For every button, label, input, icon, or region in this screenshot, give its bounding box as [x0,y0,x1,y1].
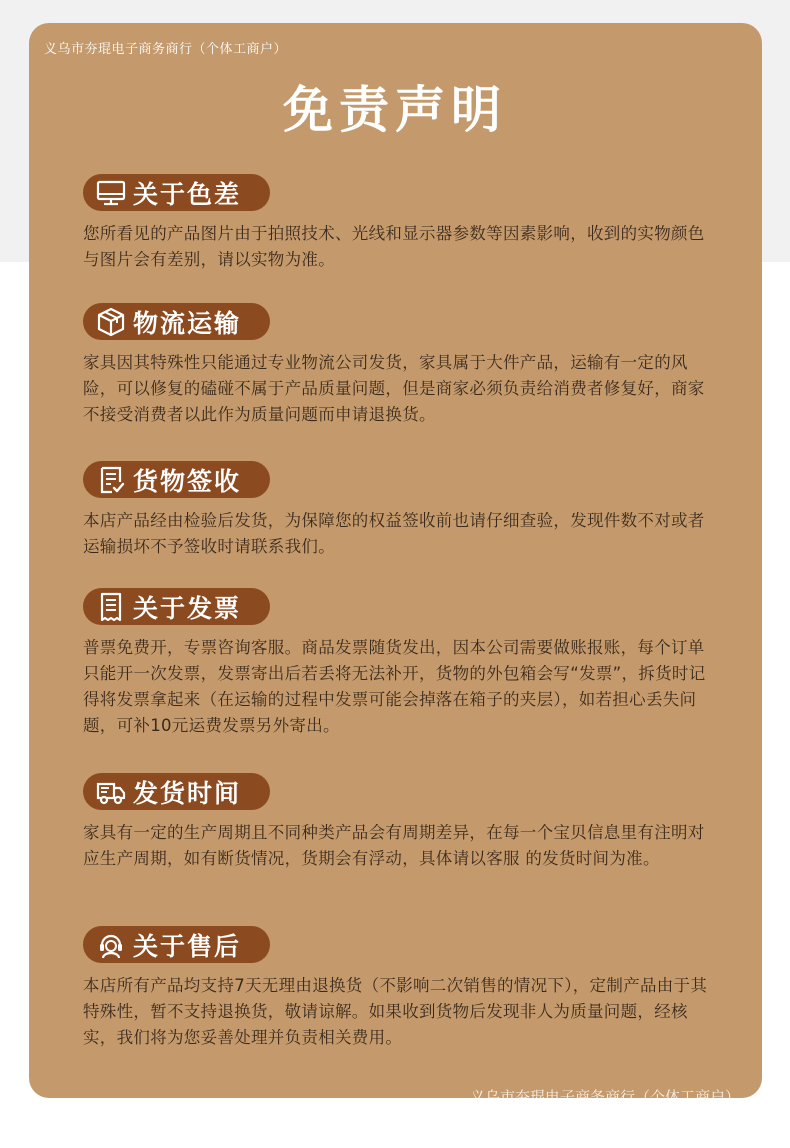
receipt-icon [95,591,127,623]
section-body: 本店所有产品均支持7天无理由退换货（不影响二次销售的情况下），定制产品由于其特殊性，暂不支持退换货，敬请谅解。如果收到货物后发现非人为质量问题，经核实，我们将为您妥善处理并负责相关费用。 [83,975,708,1047]
section-heading-pill [83,303,270,340]
box-icon [95,306,127,338]
section-heading-pill [83,174,270,211]
section-body: 家具因其特殊性只能通过专业物流公司发货，家具属于大件产品，运输有一定的风险，可以修复的磕碰不属于产品质量问题，但是商家必须负责给消费者修复好，商家不接受消费者以此作为质量问题而申请退换货。 [83,352,705,424]
section-heading-pill [83,926,270,963]
section-heading-pill [83,588,270,625]
section-title: 关于售后 [133,931,242,961]
section-body: 家具有一定的生产周期且不同种类产品会有周期差异，在每一个宝贝信息里有注明对应生产周期，如有断货情况，货期会有浮动，具体请以客服 的发货时间为准。 [83,822,705,868]
section-invoice [83,588,713,739]
section-title: 发货时间 [133,778,242,808]
document-check-icon [95,464,127,496]
section-color-difference [83,174,713,273]
shop-name-header: 义乌市夯琨电子商务商行（个体工商户） [44,42,288,57]
section-title: 物流运输 [133,308,242,338]
section-title: 货物签收 [133,466,242,496]
shop-name-footer: 义乌市夯琨电子商务商行（个体工商户） [469,1088,740,1106]
section-receipt-of-goods [83,461,713,560]
delivery-truck-icon [95,776,127,808]
section-heading-pill [83,461,270,498]
monitor-icon [95,177,127,209]
section-heading-pill [83,773,270,810]
section-after-sales [83,926,713,1051]
section-body: 普票免费开，专票咨询客服。商品发票随货发出，因本公司需要做账报账，每个订单只能开一次发票，发票寄出后若丢将无法补开，货物的外包箱会写“发票”，拆货时记得将发票拿起来（在运输的过程中发票可能会掉落在箱子的夹层），如若担心丢失问题，可补10元运费发票另外寄出。 [83,637,706,735]
section-shipping-time [83,773,713,872]
section-body: 您所看见的产品图片由于拍照技术、光线和显示器参数等因素影响，收到的实物颜色与图片会有差别，请以实物为准。 [83,223,705,269]
section-body: 本店产品经由检验后发货，为保障您的权益签收前也请仔细查验，发现件数不对或者运输损坏不予签收时请联系我们。 [83,510,705,556]
section-title: 关于色差 [133,179,242,209]
page-title: 免责声明 [283,81,507,139]
customer-service-icon [95,929,127,961]
section-logistics [83,303,713,428]
section-title: 关于发票 [133,593,242,623]
